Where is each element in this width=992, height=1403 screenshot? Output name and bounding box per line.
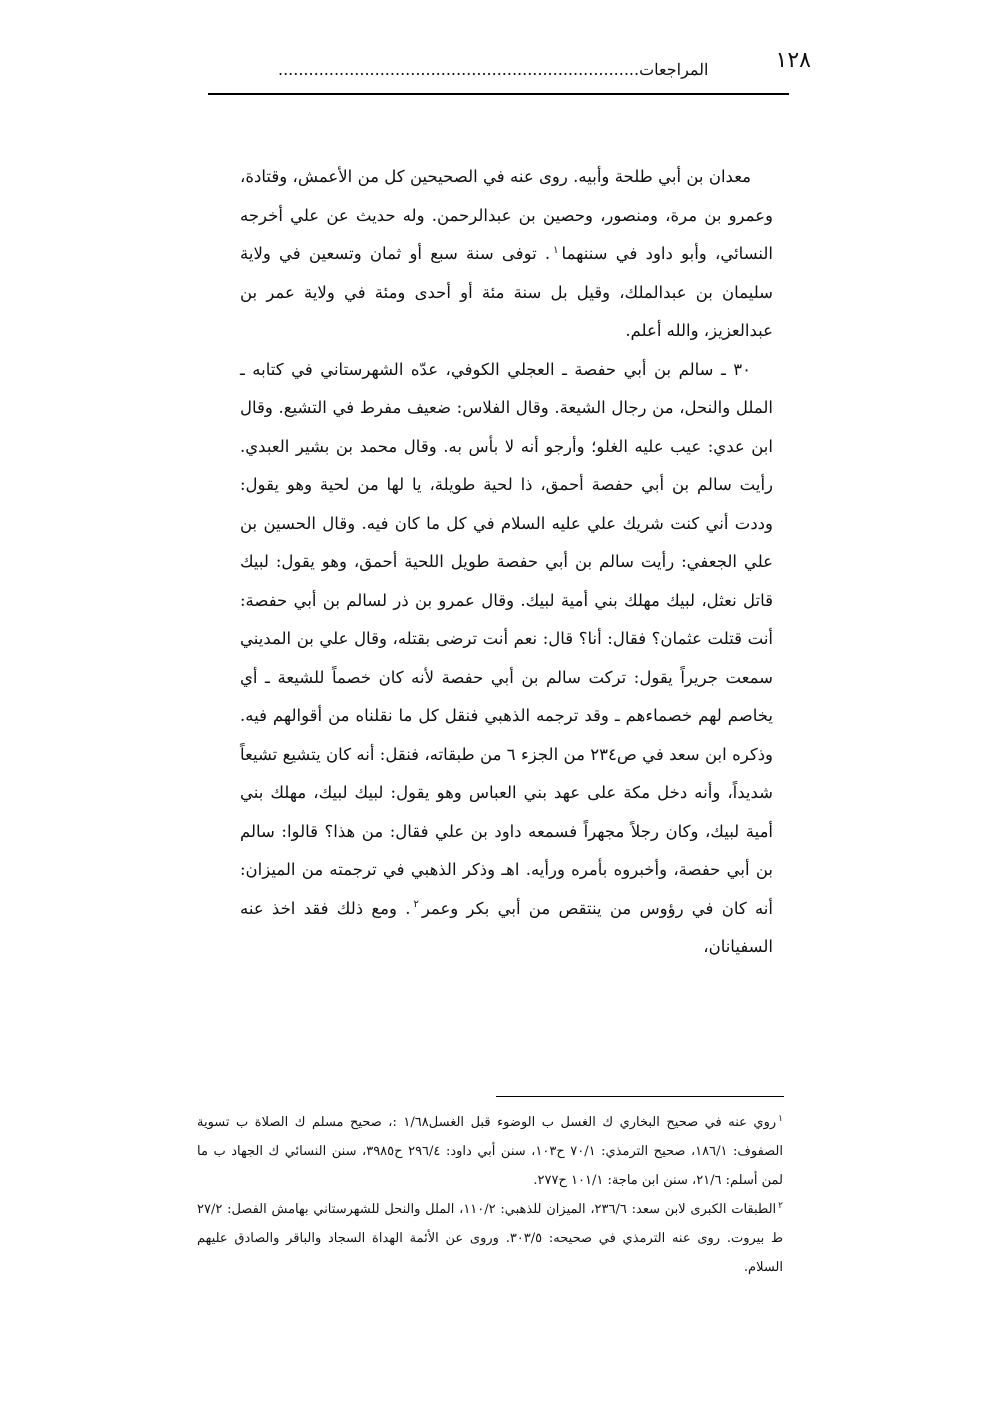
page-header — [208, 48, 811, 88]
footnote-number: ٢ — [778, 1200, 783, 1211]
footnotes — [197, 1108, 783, 1282]
body-text — [240, 158, 773, 967]
paragraph — [240, 158, 773, 351]
paragraph-text: . توفى سنة سبع أو ثمان وتسعين في ولاية سليمان بن عبدالملك، وقيل بل سنة مئة أو أحدى ومئة في ولاية عمر بن عبدالعزيز، والله أعلم. — [240, 244, 773, 340]
header-rule — [208, 93, 789, 95]
footnote-text: الطبقات الكبرى لابن سعد: ٢٣٦/٦، الميزان للذهبي: ١١٠/٢، الملل والنحل للشهرستاني بهامش الفصل: ٢٧/٢ ط بيروت. روى عنه الترمذي في صحيحه: ٣٠٣/٥. وروى عن الأئمة الهداة السجاد والباقر والصادق عليهم السلام. — [197, 1202, 783, 1275]
footnote — [197, 1108, 783, 1195]
footnote-reference[interactable]: ١ — [553, 244, 559, 256]
paragraph-text: . ومع ذلك فقد اخذ عنه السفيانان، — [240, 898, 773, 956]
footnote-reference[interactable]: ٢ — [413, 899, 419, 910]
paragraph — [240, 351, 773, 967]
paragraph-text: معدان بن أبي طلحة وأبيه. روى عنه في الصحيحين كل من الأعمش، وقتادة، وعمرو بن مرة، ومنصور، وحصين بن عبدالرحمن. وله حديث عن علي أخرجه النسائي، وأبو داود في سننهما — [240, 167, 773, 263]
running-title: المراجعات....................................................................... — [278, 60, 709, 79]
footnote-separator — [496, 1096, 784, 1097]
page-number: ١٢٨ — [775, 48, 811, 73]
paragraph-text: ٣٠ ـ سالم بن أبي حفصة ـ العجلي الكوفي، عدّه الشهرستاني في كتابه ـ الملل والنحل، من رجال الشيعة. وقال الفلاس: ضعيف مفرط في التشيع. وقال ابن عدي: عيب عليه الغلو؛ وأرجو أنه لا بأس به. وقال محمد بن بشير العبدي. رأيت سالم بن أبي حفصة أحمق، ذا لحية طويلة، يا لها من لحية وهو يقول: وددت أني كنت شريك علي عليه السلام في كل ما كان فيه. وقال الحسين بن علي الجعفي: رأيت سالم بن أبي حفصة طويل اللحية أحمق، وهو يقول: لبيك قاتل نعثل، لبيك مهلك بني أمية لبيك. وقال عمرو بن ذر لسالم بن أبي حفصة: أنت قتلت عثمان؟ فقال: أنا؟ قال: نعم أنت ترضى بقتله، وقال علي بن المديني سمعت جريراً يقول: تركت سالم بن أبي حفصة لأنه كان خصماً للشيعة ـ أي يخاصم لهم خصماءهم ـ وقد ترجمه الذهبي فنقل كل ما نقلناه من أقوالهم فيه. وذكره ابن سعد في ص٢٣٤ من الجزء ٦ من طبقاته، فنقل: أنه كان يتشيع تشيعاً شديداً، وأنه دخل مكة على عهد بني العباس وهو يقول: لبيك لبيك، مهلك بني أمية لبيك، وكان رجلاً مجهراً فسمعه داود بن علي فقال: من هذا؟ قالوا: سالم بن أبي حفصة، وأخبروه بأمره ورأيه. اهـ وذكر الذهبي في ترجمته من الميزان: أنه كان في رؤوس من ينتقص من أبي بكر وعمر — [240, 359, 774, 918]
footnote-number: ١ — [778, 1113, 784, 1124]
footnote — [197, 1195, 783, 1282]
footnote-text: روي عنه في صحيح البخاري ك الغسل ب الوضوء قبل الغسل١/٦٨ :، صحيح مسلم ك الصلاة ب تسوية الصفوف: ١٨٦/١، صحيح الترمذي: ٧٠/١ ح١٠٣، سنن أبي داود: ٢٩٦/٤ ح٣٩٨٥، سنن النسائي ك الجهاد ب ما لمن أسلم: ٢١/٦، سنن ابن ماجة: ١٠١/١ ح٢٧٧. — [197, 1115, 783, 1188]
